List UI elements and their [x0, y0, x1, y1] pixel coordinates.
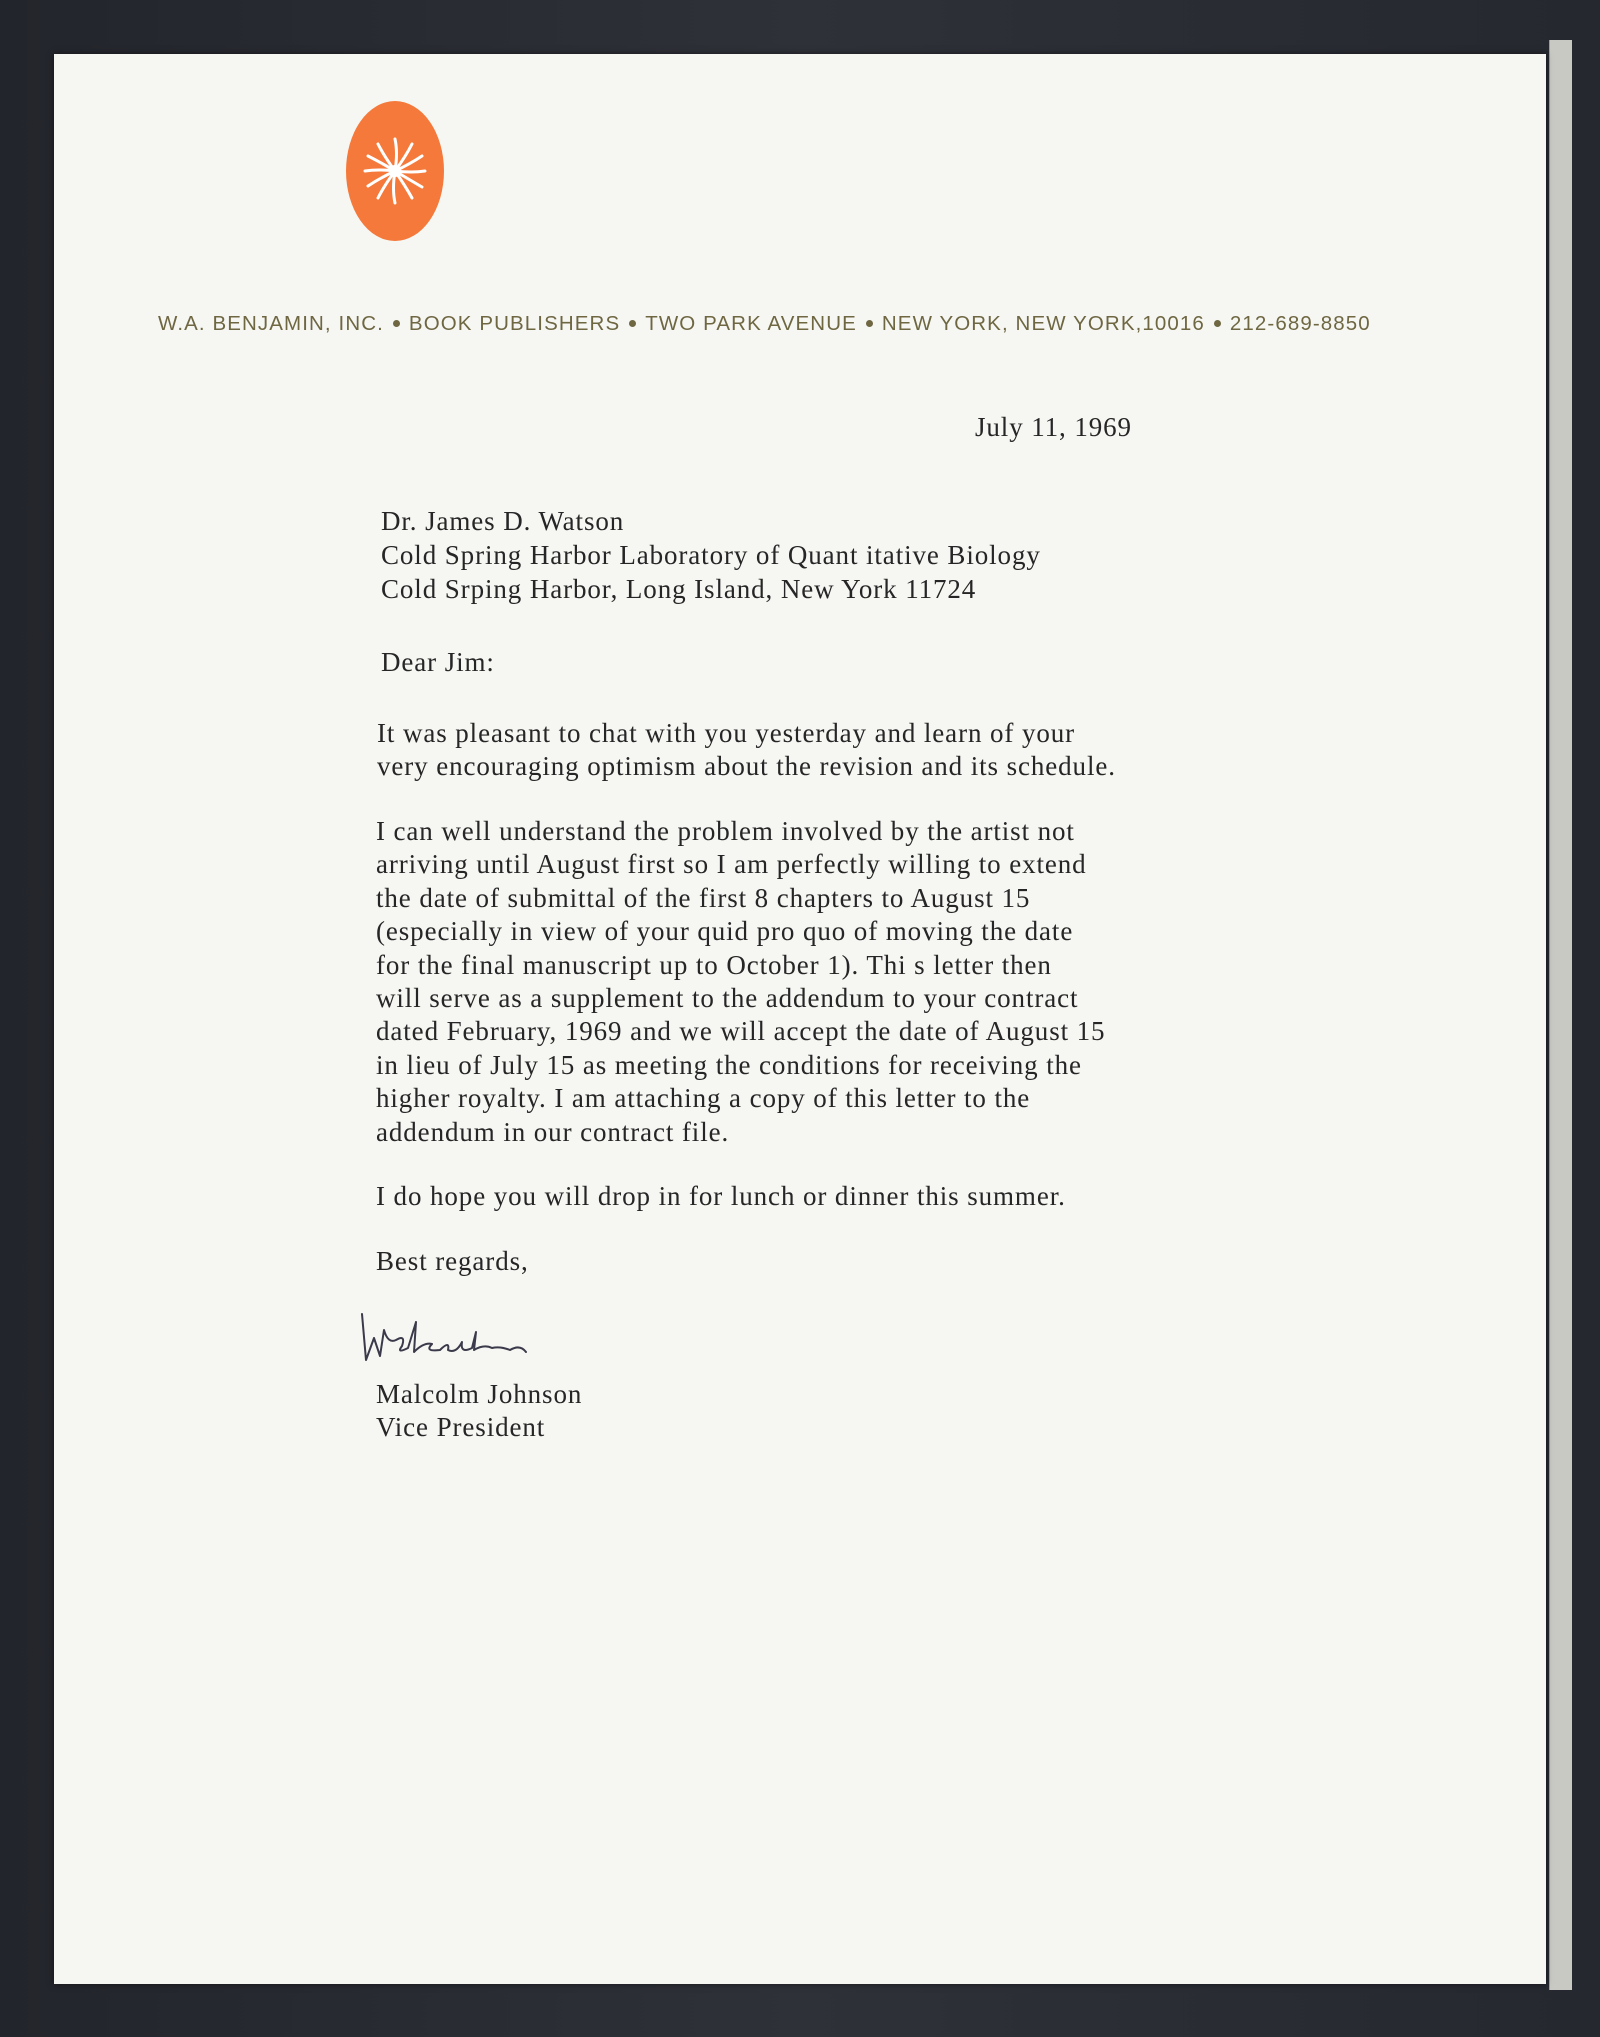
text-line: for the final manuscript up to October 1). Thi s letter then — [376, 949, 1052, 980]
company-phone: 212-689-8850 — [1229, 312, 1371, 335]
text-line: higher royalty. I am attaching a copy of this letter to the — [376, 1083, 1031, 1114]
company-street: TWO PARK AVENUE — [645, 312, 857, 335]
text-line: (especially in view of your quid pro quo of moving the date — [376, 916, 1074, 947]
company-name: W.A. BENJAMIN, INC. — [158, 312, 384, 335]
text-line: will serve as a supplement to the addendum to your contract — [376, 983, 1079, 1014]
letter-page — [54, 54, 1546, 1984]
text-line: dated February, 1969 and we will accept the date of August 15 — [376, 1016, 1106, 1047]
company-city: NEW YORK, NEW YORK,10016 — [881, 312, 1205, 335]
separator-dot — [629, 320, 636, 327]
signature-block — [376, 1378, 582, 1444]
paragraph-3: I do hope you will drop in for lunch or dinner this summer. — [376, 1181, 1066, 1211]
recipient-location: Cold Srping Harbor, Long Island, New York 11724 — [381, 574, 977, 604]
text-line: in lieu of July 15 as meeting the conditions for receiving the — [376, 1049, 1082, 1080]
sunburst-logo-icon — [346, 101, 444, 241]
text-line: I can well understand the problem involved by the artist not — [376, 816, 1075, 846]
closing: Best regards, — [376, 1246, 529, 1276]
text-line: addendum in our contract file. — [376, 1116, 730, 1147]
handwritten-signature — [350, 1310, 650, 1375]
salutation: Dear Jim: — [381, 647, 495, 677]
letterhead-line — [158, 312, 1578, 336]
text-line: the date of submittal of the first 8 chapters to August 15 — [376, 882, 1031, 913]
recipient-institution: Cold Spring Harbor Laboratory of Quant itative Biology — [381, 540, 1041, 570]
recipient-address — [381, 504, 1041, 606]
text-line: It was pleasant to chat with you yesterday and learn of your — [377, 718, 1076, 748]
paragraph-2 — [376, 815, 1105, 1149]
sender-name: Malcolm Johnson — [376, 1379, 583, 1409]
paragraph-1 — [377, 717, 1116, 783]
separator-dot — [1214, 320, 1221, 327]
text-line: very encouraging optimism about the revision and its schedule. — [377, 751, 1116, 781]
separator-dot — [393, 320, 400, 327]
recipient-name: Dr. James D. Watson — [381, 506, 625, 536]
letter-date: July 11, 1969 — [975, 412, 1132, 442]
company-tagline: BOOK PUBLISHERS — [408, 312, 621, 335]
text-line: arriving until August first so I am perfectly willing to extend — [376, 849, 1087, 880]
sender-title: Vice President — [376, 1412, 546, 1442]
separator-dot — [866, 320, 873, 327]
